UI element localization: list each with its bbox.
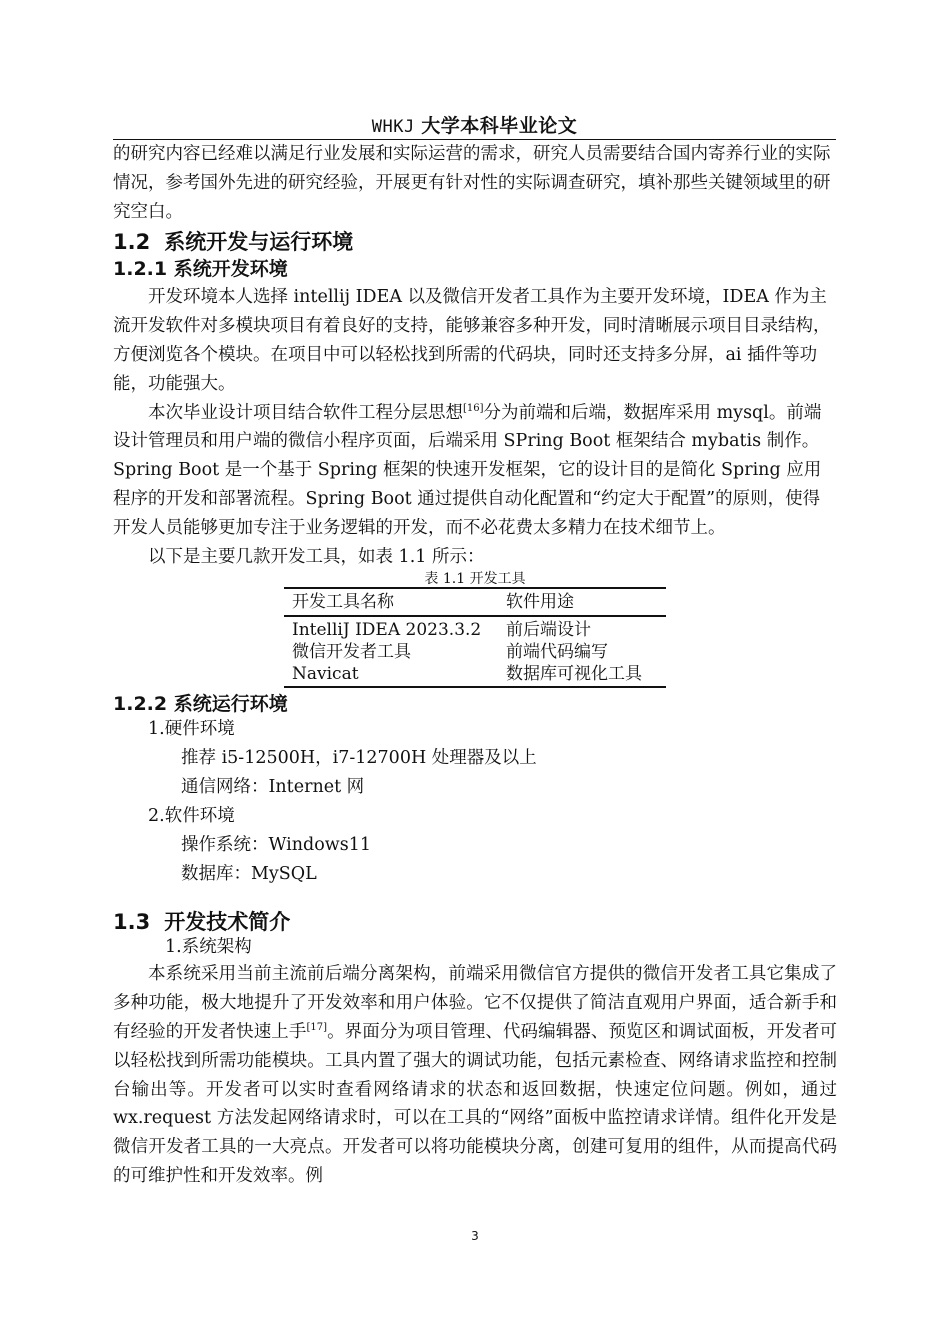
table-row bbox=[284, 641, 666, 663]
hardware-network: 通信网络：Internet 网 bbox=[181, 777, 365, 798]
paragraph-tools-intro: 以下是主要几款开发工具，如表 1.1 所示： bbox=[148, 546, 485, 567]
header-title: 大学本科毕业论文 bbox=[421, 115, 578, 137]
paragraph-architecture-intro bbox=[113, 399, 837, 543]
table-caption: 表 1.1 开发工具 bbox=[424, 571, 526, 588]
section-heading-1-2 bbox=[113, 230, 837, 254]
dev-tools-table bbox=[284, 587, 666, 688]
table-cell: 前后端设计 bbox=[506, 620, 591, 641]
subsection-heading-1-2-2: 1.2.2 系统运行环境 bbox=[113, 693, 288, 716]
architecture-title: 1.系统架构 bbox=[165, 937, 252, 958]
paragraph-dev-env: 开发环境本人选择 intellij IDEA 以及微信开发者工具作为主要开发环境，IDEA 作为主流开发软件对多模块项目有着良好的支持，能够兼容多种开发，同时清晰展示项目目录结构，方便浏览各个模块。在项目中可以轻松找到所需的代码块，同时还支持多分屏，ai 插件等功能，功能强大。 bbox=[113, 287, 831, 394]
table-row bbox=[284, 663, 666, 687]
header-org: WHKJ bbox=[371, 117, 415, 137]
citation-16: [16] bbox=[463, 402, 484, 414]
section-heading-1-3 bbox=[113, 910, 837, 934]
table-row bbox=[284, 616, 666, 641]
table-header-cell: 软件用途 bbox=[498, 588, 666, 616]
paragraph-text: 分为前端和后端，数据库采用 mysql。前端设计管理员和用户端的微信小程序页面，后端采用 SPring Boot 框架结合 mybatis 制作。Spring Boot 是一个基于 Spring 框架的快速开发框架，它的设计目的是简化 Spring 应用程序的开发和部署流程。Spring Boot 通过提供自动化配置和“约定大于配置”的原则，使得开发人员能够更加专注于业务逻辑的开发，而不必花费太多精力在技术细节上。 bbox=[113, 402, 822, 538]
subsection-heading-1-2-1: 1.2.1 系统开发环境 bbox=[113, 258, 288, 281]
software-os: 操作系统：Windows11 bbox=[181, 835, 372, 856]
section-number: 1.2 bbox=[113, 230, 151, 255]
table-cell: IntelliJ IDEA 2023.3.2 bbox=[292, 620, 482, 641]
table-cell: 前端代码编写 bbox=[506, 642, 608, 663]
table-cell: Navicat bbox=[284, 663, 498, 687]
hardware-env-title: 1.硬件环境 bbox=[148, 719, 235, 740]
table-header-cell: 开发工具名称 bbox=[284, 588, 498, 616]
paragraph-text: 。界面分为项目管理、代码编辑器、预览区和调试面板，开发者可以轻松找到所需功能模块。工具内置了强大的调试功能，包括元素检查、网络请求监控和控制台输出等。开发者可以实时查看网络请求的状态和返回数据，快速定位问题。例如，通过 wx.request 方法发起网络请求时，可以在工具的“网络”面板中监控请求详情。组件化开发是微信开发者工具的一大亮点。开发者可以将功能模块分离，创建可复用的组件，从而提高代码的可维护性和开发效率。例 bbox=[113, 1021, 837, 1186]
citation-17: [17] bbox=[306, 1021, 327, 1033]
running-header bbox=[113, 114, 836, 139]
table-header-row bbox=[284, 588, 666, 616]
section-title: 系统开发与运行环境 bbox=[164, 230, 354, 255]
page-body bbox=[113, 140, 837, 1191]
software-database: 数据库：MySQL bbox=[181, 864, 317, 885]
paragraph-text: 本系统采用当前主流前后端分离架构，前端采用微信官方提供的微信开发者工具它集成了多种功能，极大地提升了开发效率和用户体验。它不仅提供了简洁直观用户界面，适合新手和有经验的开发者快速上手 bbox=[113, 964, 837, 1042]
table-cell: 微信开发者工具 bbox=[292, 642, 411, 663]
paragraph-system-architecture bbox=[113, 960, 837, 1190]
section-number: 1.3 bbox=[113, 910, 151, 935]
page-number: 3 bbox=[471, 1229, 479, 1243]
section-title: 开发技术简介 bbox=[164, 910, 291, 935]
paragraph-text: 本次毕业设计项目结合软件工程分层思想 bbox=[148, 402, 463, 423]
table-cell: 数据库可视化工具 bbox=[498, 663, 666, 687]
hardware-cpu: 推荐 i5-12500H，i7-12700H 处理器及以上 bbox=[181, 748, 537, 769]
paragraph-continued: 的研究内容已经难以满足行业发展和实际运营的需求，研究人员需要结合国内寄养行业的实际情况，参考国外先进的研究经验，开展更有针对性的实际调查研究，填补那些关键领域里的研究空白。 bbox=[113, 144, 831, 222]
software-env-title: 2.软件环境 bbox=[148, 806, 235, 827]
